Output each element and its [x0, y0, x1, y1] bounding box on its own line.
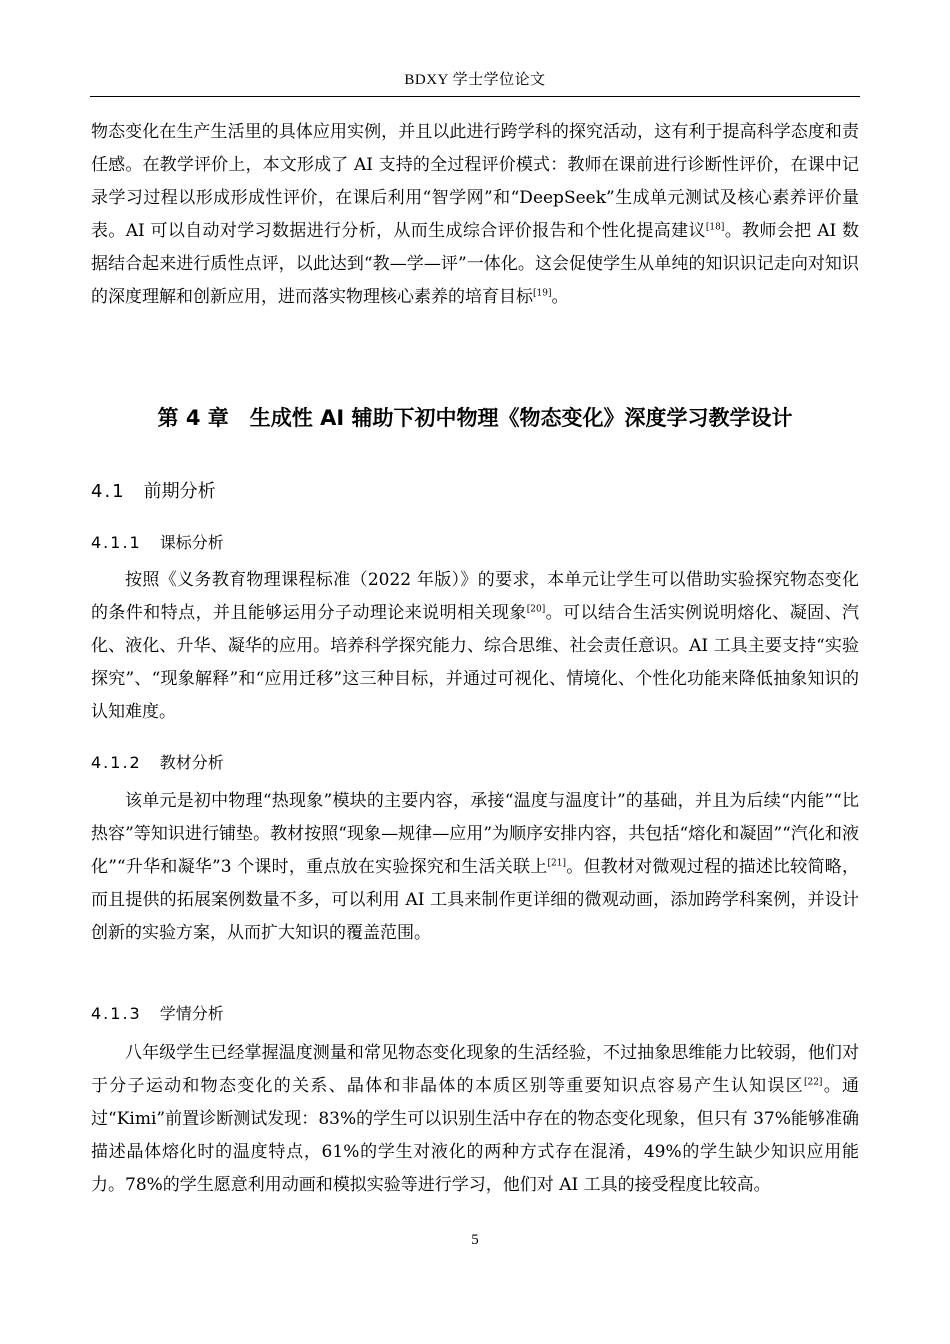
subsection-heading-4-1-1: [91, 530, 224, 553]
running-header: BDXY 学士学位论文: [404, 72, 546, 88]
subsection-heading-4-1-2: [91, 750, 224, 773]
paragraph-text: 该单元是初中物理“热现象”模块的主要内容，承接“温度与温度计”的基础，并且为后续“内能”“比热容”等知识进行铺垫。教材按照“现象—规律—应用”为顺序安排内容，共包括“熔化和凝固”“汽化和液化”“升华和凝华”3 个课时，重点放在实验探究和生活关联上: [91, 791, 859, 877]
paragraph-textbook-analysis: [91, 785, 859, 950]
chapter-title: 第 4 章 生成性 AI 辅助下初中物理《物态变化》深度学习教学设计: [157, 406, 793, 430]
section-heading-4-1: [91, 477, 216, 503]
section-title: 前期分析: [143, 481, 216, 502]
subsection-title: 教材分析: [159, 753, 224, 772]
paragraph-text: 八年级学生已经掌握温度测量和常见物态变化现象的生活经验，不过抽象思维能力比较弱，他们对于分子运动和物态变化的关系、晶体和非晶体的本质区别等重要知识点容易产生认知误区: [91, 1043, 859, 1096]
paragraph-text: 。但教材对微观过程的描述比较简略，而且提供的拓展案例数量不多，可以利用 AI 工具来制作更详细的微观动画，添加跨学科案例，并设计创新的实验方案，从而扩大知识的覆盖范围。: [91, 857, 860, 943]
citation-22: [22]: [803, 1077, 823, 1088]
header-rule: [90, 96, 860, 97]
page-number: 5: [471, 1232, 479, 1248]
subsection-number: 4.1.3: [91, 1004, 142, 1023]
subsection-heading-4-1-3: [91, 1001, 224, 1024]
section-number: 4.1: [91, 481, 126, 502]
paragraph-learner-analysis: [91, 1037, 859, 1202]
subsection-title: 课标分析: [159, 533, 224, 552]
paragraph-curriculum-analysis: [91, 564, 859, 729]
paragraph-text: 按照《义务教育物理课程标准（2022 年版）》的要求，本单元让学生可以借助实验探究物态变化的条件和特点，并且能够运用分子动理论来说明相关现象: [91, 570, 859, 623]
intro-text-2: 。教师会把 AI 数据结合起来进行质性点评，以此达到“教—学—评”一体化。这会促使学生从单纯的知识识记走向对知识的深度理解和创新应用，进而落实物理核心素养的培育目标: [91, 221, 859, 307]
paragraph-text: 。可以结合生活实例说明熔化、凝固、汽化、液化、升华、凝华的应用。培养科学探究能力、综合思维、社会责任意识。AI 工具主要支持“实验探究”、“现象解释”和“应用迁移”这三种目标，并通过可视化、情境化、个性化功能来降低抽象知识的认知难度。: [91, 603, 860, 722]
citation-21: [21]: [547, 858, 566, 869]
subsection-title: 学情分析: [159, 1004, 224, 1023]
intro-text-3: 。: [551, 287, 569, 307]
paragraph-text: 。通过“Kimi”前置诊断测试发现：83%的学生可以识别生活中存在的物态变化现象，但只有 37%能够准确描述晶体熔化时的温度特点，61%的学生对液化的两种方式存在混淆，49%的学生缺少知识应用能力。78%的学生愿意利用动画和模拟实验等进行学习，他们对 AI 工具的接受程度比较高。: [91, 1076, 859, 1195]
citation-20: [20]: [526, 604, 546, 615]
subsection-number: 4.1.1: [91, 533, 142, 552]
citation-18: [18]: [705, 222, 725, 233]
intro-paragraph: [91, 116, 859, 314]
citation-19: [19]: [533, 288, 552, 299]
intro-text-1: 物态变化在生产生活里的具体应用实例，并且以此进行跨学科的探究活动，这有利于提高科学态度和责任感。在教学评价上，本文形成了 AI 支持的全过程评价模式：教师在课前进行诊断性评价，在课中记录学习过程以形成形成性评价，在课后利用“智学网”和“DeepSeek”生成单元测试及核心素养评价量表。AI 可以自动对学习数据进行分析，从而生成综合评价报告和个性化提高建议: [91, 122, 859, 241]
subsection-number: 4.1.2: [91, 753, 142, 772]
